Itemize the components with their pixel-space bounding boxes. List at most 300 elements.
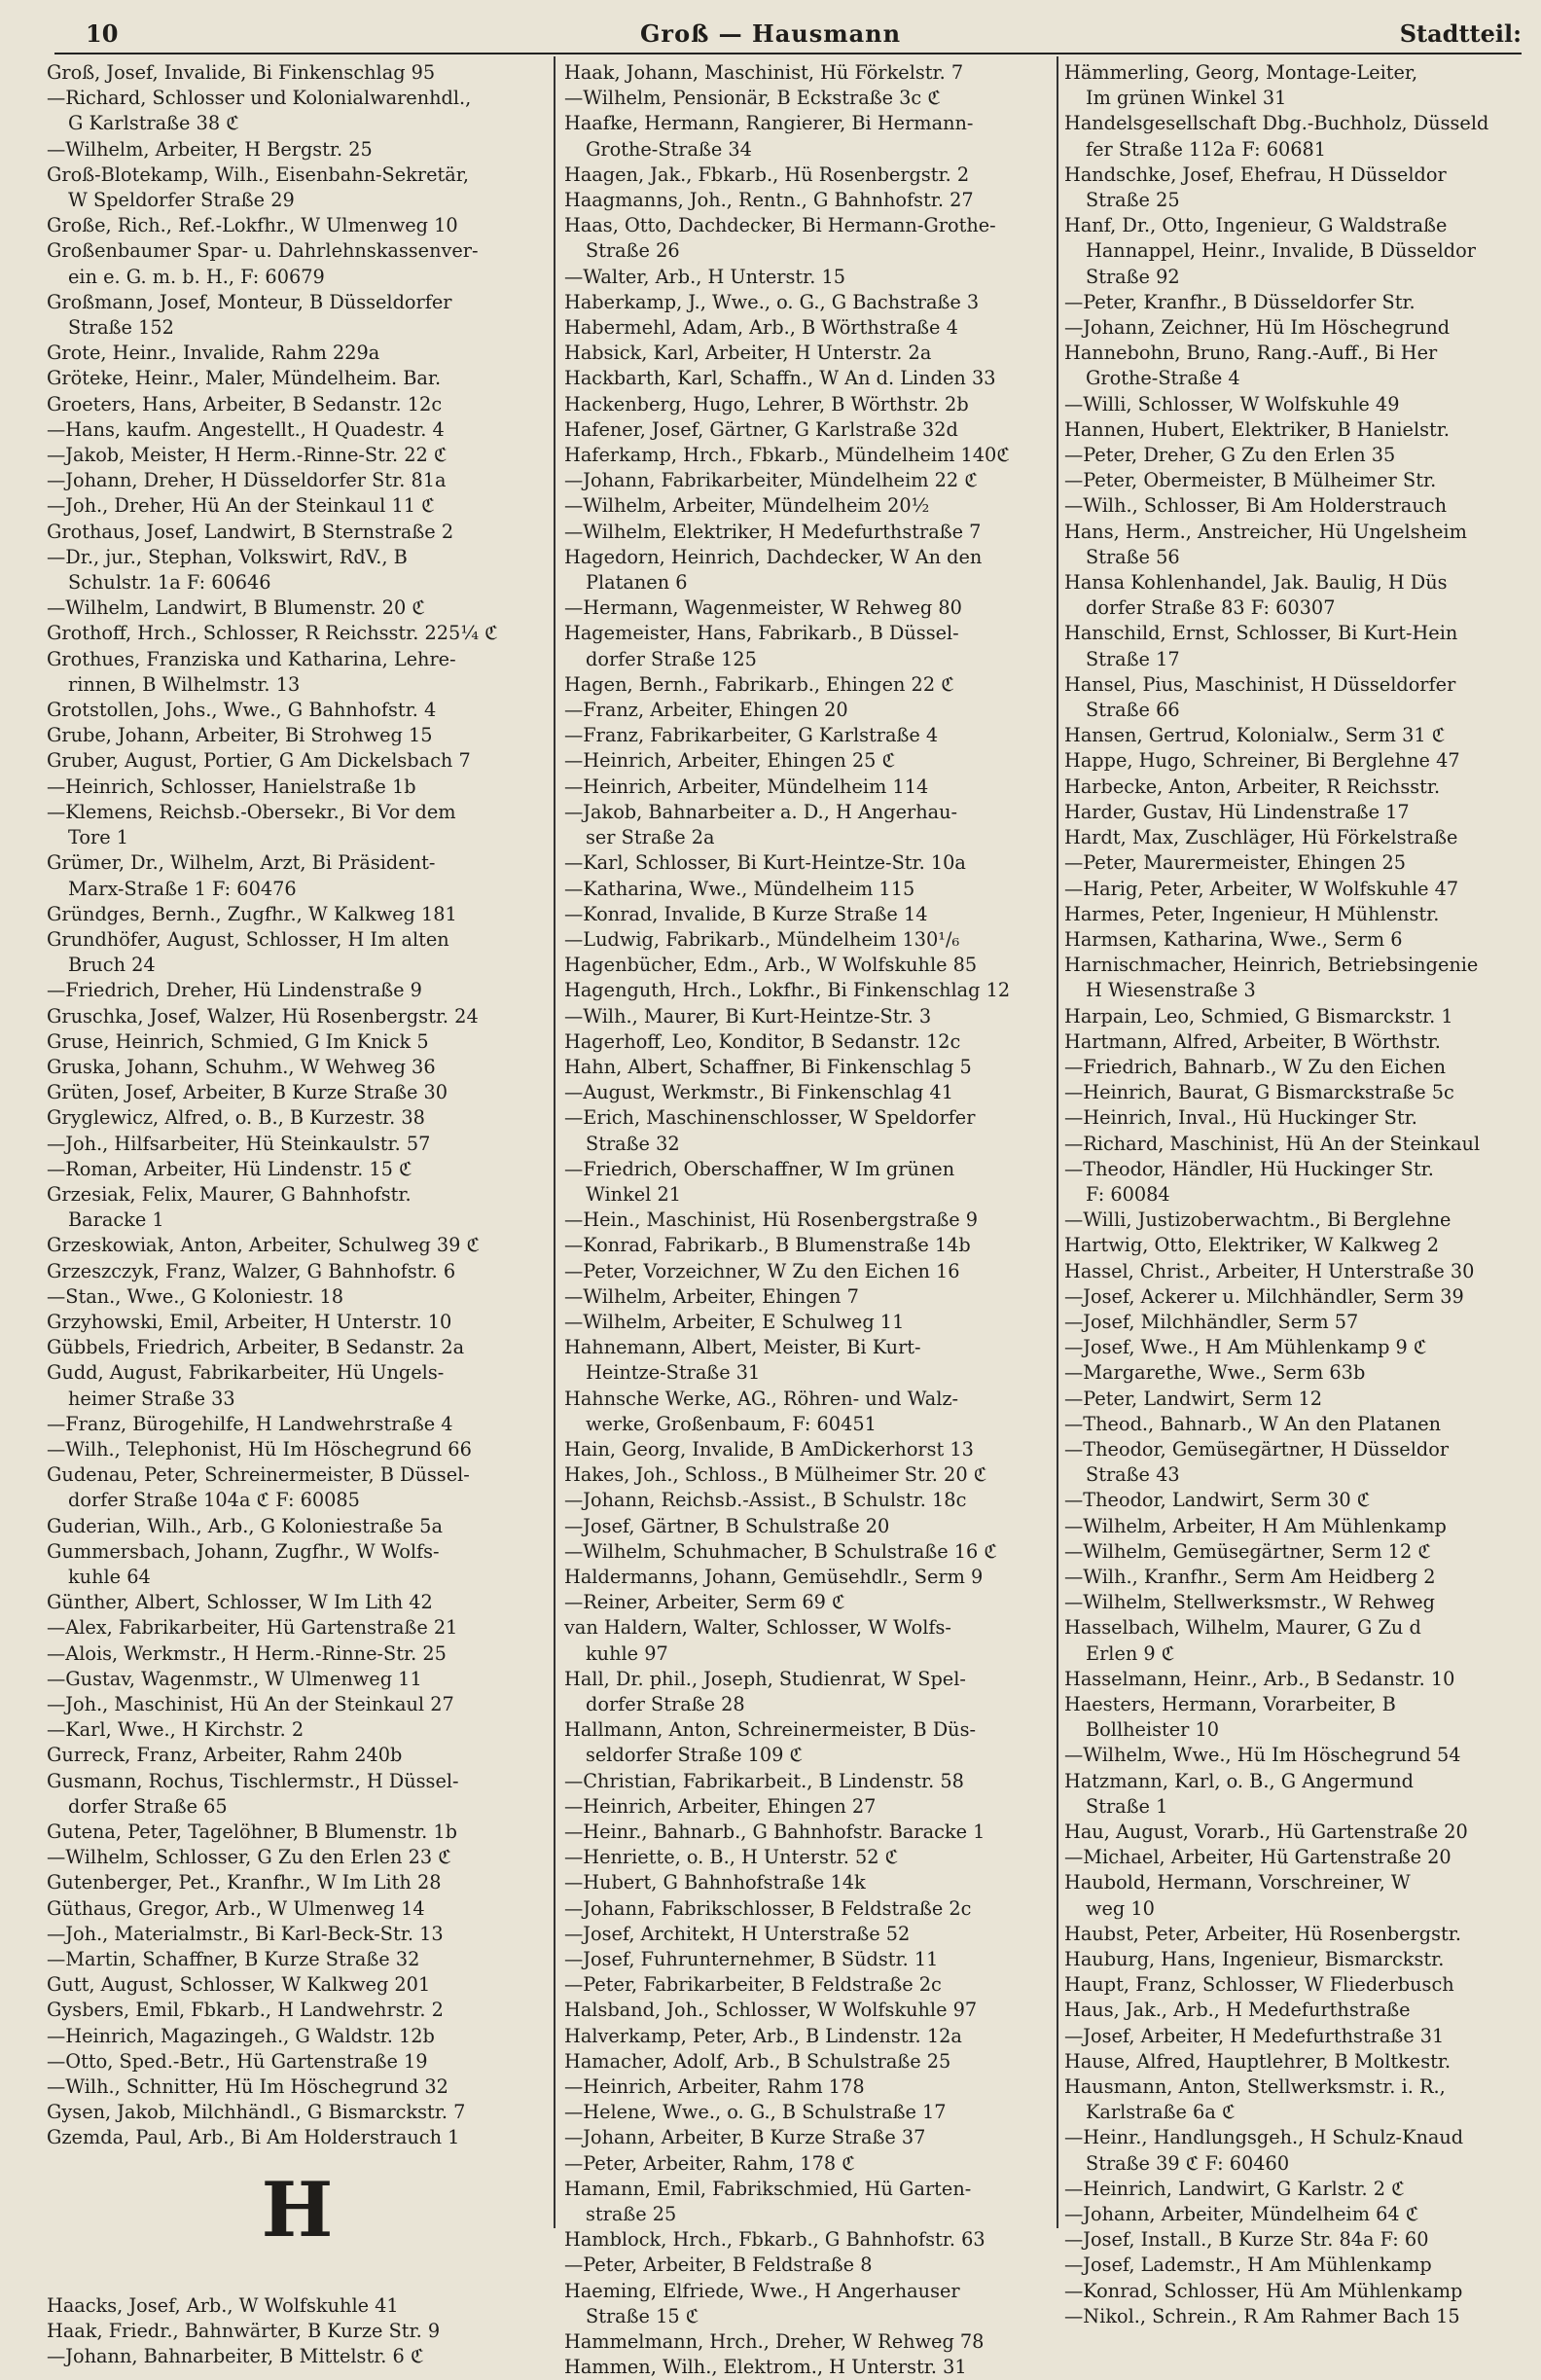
entry-line: Hans, Herm., Anstreicher, Hü Ungelsheim: [1064, 520, 1467, 543]
directory-entry: [1064, 213, 1541, 290]
entry-continuation-line: ein e. G. m. b. H., F: 60679: [68, 265, 325, 288]
entry-line: —Friedrich, Dreher, Hü Lindenstraße 9: [47, 979, 422, 1002]
entry-continuation-line: H Wiesenstraße 3: [1086, 979, 1256, 1002]
directory-entry: [47, 1004, 548, 1029]
directory-entry: [1064, 1539, 1541, 1565]
entry-line: Harmes, Peter, Ingenieur, H Mühlenstr.: [1064, 902, 1440, 925]
entry-continuation-line: dorfer Straße 83 F: 60307: [1086, 596, 1336, 620]
entry-line: Haferkamp, Hrch., Fbkarb., Mündelheim 140ℭ: [564, 444, 1010, 467]
directory-entry: [47, 60, 548, 86]
entry-line: —Richard, Schlosser und Kolonialwarenhdl.,: [47, 87, 472, 110]
directory-entry: [47, 775, 548, 800]
entry-line: Grothoff, Hrch., Schlosser, R Reichsstr. 225¼ ℭ: [47, 622, 498, 645]
directory-entry: [47, 238, 548, 289]
entry-line: Haupt, Franz, Schlosser, W Fliederbusch: [1064, 1973, 1454, 1997]
directory-entry: [47, 1259, 548, 1284]
directory-entry: [564, 800, 1053, 850]
entry-line: —Wilhelm, Arbeiter, Ehingen 7: [564, 1284, 859, 1308]
directory-entry: [1064, 825, 1541, 850]
entry-line: —Roman, Arbeiter, Hü Lindenstr. 15 ℭ: [47, 1157, 412, 1180]
entry-line: Harbecke, Anton, Arbeiter, R Reichsstr.: [1064, 775, 1441, 798]
entry-line: Gutenberger, Pet., Kranfhr., W Im Lith 28: [47, 1871, 442, 1894]
directory-entry: [1064, 443, 1541, 468]
directory-entry: [564, 1055, 1053, 1080]
directory-entry: [47, 1641, 548, 1667]
entry-line: Grzyhowski, Emil, Arbeiter, H Unterstr. 10: [47, 1310, 452, 1333]
entry-line: —Heinrich, Schlosser, Hanielstraße 1b: [47, 775, 416, 798]
entry-line: Hansel, Pius, Maschinist, H Düsseldorfer: [1064, 672, 1456, 696]
entry-line: Hau, August, Vorarb., Hü Gartenstraße 20: [1064, 1821, 1468, 1844]
directory-entry: [1064, 1922, 1541, 1947]
entry-line: Grzeskowiak, Anton, Arbeiter, Schulweg 39 ℭ: [47, 1234, 481, 1257]
entry-line: Groeters, Hans, Arbeiter, B Sedanstr. 12c: [47, 392, 443, 415]
directory-entry: [1064, 520, 1541, 570]
entry-line: —Wilhelm, Wwe., Hü Im Höschegrund 54: [1064, 1744, 1461, 1767]
entry-line: —Harig, Peter, Arbeiter, W Wolfskuhle 47: [1064, 877, 1459, 900]
entry-line: Günther, Albert, Schlosser, W Im Lith 42: [47, 1591, 433, 1614]
entry-line: —Josef, Wwe., H Am Mühlenkamp 9 ℭ: [1064, 1336, 1427, 1359]
directory-entry: [564, 1820, 1053, 1845]
entry-line: Hannebohn, Bruno, Rang.-Auff., Bi Her: [1064, 342, 1438, 365]
entry-line: —Friedrich, Bahnarb., W Zu den Eichen: [1064, 1055, 1447, 1078]
entry-continuation-line: werke, Großenbaum, F: 60451: [586, 1412, 877, 1435]
directory-entry: [47, 1539, 548, 1590]
entry-line: Gründges, Bernh., Zugfhr., W Kalkweg 181: [47, 902, 457, 925]
entry-line: Haus, Jak., Arb., H Medefurthstraße: [1064, 1999, 1411, 2022]
entry-line: —Heinrich, Inval., Hü Huckinger Str.: [1064, 1106, 1417, 1130]
entry-continuation-line: Straße 26: [586, 239, 680, 263]
entry-line: —Christian, Fabrikarbeit., B Lindenstr. 58: [564, 1769, 964, 1792]
directory-entry: [1064, 1769, 1541, 1820]
entry-line: —Wilhelm, Stellwerksmstr., W Rehweg: [1064, 1591, 1436, 1614]
entry-continuation-line: Heintze-Straße 31: [586, 1361, 761, 1385]
directory-entry: [1064, 1157, 1541, 1208]
entry-line: —Peter, Arbeiter, B Feldstraße 8: [564, 2254, 873, 2277]
entry-line: —Friedrich, Oberschaffner, W Im grünen: [564, 1157, 955, 1180]
entry-line: —Walter, Arb., H Unterstr. 15: [564, 265, 845, 288]
directory-entry: [564, 902, 1053, 927]
directory-entry: [564, 1896, 1053, 1922]
entry-line: —Jakob, Meister, H Herm.-Rinne-Str. 22 ℭ: [47, 444, 448, 467]
directory-entry: [1064, 1310, 1541, 1335]
entry-continuation-line: W Speldorfer Straße 29: [68, 189, 295, 212]
entry-line: —Gustav, Wagenmstr., W Ulmenweg 11: [47, 1667, 422, 1690]
entry-line: —Theod., Bahnarb., W An den Platanen: [1064, 1412, 1442, 1435]
entry-line: —Wilh., Kranfhr., Serm Am Heidberg 2: [1064, 1565, 1436, 1588]
entry-continuation-line: G Karlstraße 38 ℭ: [68, 112, 239, 135]
entry-line: Gryglewicz, Alfred, o. B., B Kurzestr. 38: [47, 1106, 425, 1130]
entry-line: Grotstollen, Johs., Wwe., G Bahnhofstr. 4: [47, 699, 437, 722]
directory-entry: [1064, 775, 1541, 800]
entry-line: —Wilh., Maurer, Bi Kurt-Heintze-Str. 3: [564, 1004, 932, 1028]
entry-line: Hakes, Joh., Schloss., B Mülheimer Str. 20 ℭ: [564, 1463, 987, 1487]
entry-line: —Josef, Lademstr., H Am Mühlenkamp: [1064, 2254, 1432, 2277]
directory-entry: [1064, 621, 1541, 671]
entry-line: Grube, Johann, Arbeiter, Bi Strohweg 15: [47, 724, 433, 747]
directory-entry: [1064, 493, 1541, 519]
directory-entry: [1064, 953, 1541, 1003]
entry-line: —Wilh., Schnitter, Hü Im Höschegrund 32: [47, 2075, 448, 2099]
entry-line: Grüten, Josef, Arbeiter, B Kurze Straße 30: [47, 1081, 448, 1104]
directory-entry: [1064, 1412, 1541, 1437]
directory-entry: [1064, 1360, 1541, 1386]
entry-line: —Hermann, Wagenmeister, W Rehweg 80: [564, 596, 962, 620]
entry-continuation-line: Winkel 21: [586, 1182, 681, 1206]
entry-line: —Heinrich, Baurat, G Bismarckstraße 5c: [1064, 1081, 1454, 1104]
directory-entry: [564, 1922, 1053, 1947]
entry-continuation-line: Baracke 1: [68, 1208, 164, 1232]
directory-entry: [564, 1998, 1053, 2023]
directory-entry: [564, 1794, 1053, 1820]
entry-line: —Peter, Kranfhr., B Düsseldorfer Str.: [1064, 290, 1416, 313]
entry-line: Gudenau, Peter, Schreinermeister, B Düssel-: [47, 1463, 470, 1487]
directory-entry: [564, 2024, 1053, 2049]
entry-line: Gusmann, Rochus, Tischlermstr., H Düssel-: [47, 1769, 459, 1792]
directory-entry: [564, 1667, 1053, 1717]
entry-line: —Richard, Maschinist, Hü An der Steinkaul: [1064, 1132, 1481, 1155]
directory-entry: [564, 1717, 1053, 1768]
directory-entry: [564, 1029, 1053, 1055]
directory-entry: [1064, 2202, 1541, 2227]
directory-entry: [564, 2125, 1053, 2150]
entry-line: —Josef, Ackerer u. Milchhändler, Serm 39: [1064, 1284, 1464, 1308]
directory-column-2: [564, 60, 1053, 2379]
directory-column-1: [47, 60, 548, 2368]
directory-entry: [564, 2177, 1053, 2227]
directory-entry: [564, 1615, 1053, 1666]
entry-line: —Josef, Arbeiter, H Medefurthstraße 31: [1064, 2024, 1445, 2047]
header-district-label: Stadtteil:: [1399, 19, 1522, 48]
entry-line: —Konrad, Fabrikarb., B Blumenstraße 14b: [564, 1234, 971, 1257]
entry-line: —Heinrich, Landwirt, G Karlstr. 2 ℭ: [1064, 2177, 1405, 2200]
directory-entry: [564, 1437, 1053, 1462]
entry-line: Haafke, Hermann, Rangierer, Bi Hermann-: [564, 112, 974, 135]
directory-entry: [564, 1157, 1053, 1208]
entry-line: Grundhöfer, August, Schlosser, H Im alten: [47, 927, 449, 951]
directory-entry: [564, 1845, 1053, 1870]
directory-entry: [47, 290, 548, 341]
entry-continuation-line: Straße 1: [1086, 1794, 1168, 1818]
entry-line: Gutt, August, Schlosser, W Kalkweg 201: [47, 1973, 431, 1997]
entry-line: Hackenberg, Hugo, Lehrer, B Wörthstr. 2b: [564, 392, 969, 415]
directory-entry: [47, 1615, 548, 1641]
directory-entry: [564, 2151, 1053, 2177]
directory-entry: [47, 1972, 548, 1998]
entry-line: Hämmerling, Georg, Montage-Leiter,: [1064, 61, 1418, 84]
entry-continuation-line: ser Straße 2a: [586, 826, 715, 849]
entry-line: —Heinrich, Arbeiter, Rahm 178: [564, 2075, 865, 2099]
entry-line: Habsick, Karl, Arbeiter, H Unterstr. 2a: [564, 342, 932, 365]
entry-continuation-line: Im grünen Winkel 31: [1086, 87, 1287, 110]
directory-entry: [1064, 1514, 1541, 1539]
directory-entry: [1064, 902, 1541, 927]
entry-line: —Otto, Sped.-Betr., Hü Gartenstraße 19: [47, 2049, 428, 2073]
directory-entry: [1064, 723, 1541, 748]
entry-line: Haeming, Elfriede, Wwe., H Angerhauser: [564, 2279, 960, 2302]
entry-line: —Theodor, Landwirt, Serm 30 ℭ: [1064, 1489, 1371, 1512]
entry-line: Hauburg, Hans, Ingenieur, Bismarckstr.: [1064, 1948, 1445, 1971]
entry-line: Gzemda, Paul, Arb., Bi Am Holderstrauch 1: [47, 2126, 460, 2149]
directory-entry: [1064, 672, 1541, 723]
entry-line: Haagen, Jak., Fbkarb., Hü Rosenbergstr. 2: [564, 162, 970, 186]
entry-line: —Heinr., Bahnarb., G Bahnhofstr. Baracke 1: [564, 1821, 986, 1844]
entry-line: —Johann, Zeichner, Hü Im Höschegrund: [1064, 316, 1451, 340]
directory-entry: [1064, 1590, 1541, 1615]
directory-entry: [1064, 1004, 1541, 1029]
directory-entry: [1064, 2253, 1541, 2278]
directory-entry: [564, 877, 1053, 902]
entry-line: Hahnemann, Albert, Meister, Bi Kurt-: [564, 1336, 921, 1359]
entry-continuation-line: Karlstraße 6a ℭ: [1086, 2101, 1236, 2124]
entry-line: Hatzmann, Karl, o. B., G Angermund: [1064, 1769, 1415, 1792]
entry-continuation-line: dorfer Straße 104a ℭ F: 60085: [68, 1489, 360, 1512]
directory-entry: [47, 1922, 548, 1947]
directory-entry: [1064, 2125, 1541, 2176]
entry-line: —Heinr., Handlungsgeh., H Schulz-Knaud: [1064, 2126, 1464, 2149]
page-number: 10: [86, 19, 119, 48]
entry-line: —Karl, Schlosser, Bi Kurt-Heintze-Str. 10a: [564, 851, 966, 875]
entry-line: Haacks, Josef, Arb., W Wolfskuhle 41: [47, 2293, 399, 2317]
entry-line: —Franz, Fabrikarbeiter, G Karlstraße 4: [564, 724, 939, 747]
entry-line: —Wilhelm, Landwirt, B Blumenstr. 20 ℭ: [47, 596, 425, 620]
column-divider: [554, 56, 555, 2228]
entry-line: Handschke, Josef, Ehefrau, H Düsseldor: [1064, 162, 1447, 186]
entry-line: Hansa Kohlenhandel, Jak. Baulig, H Düs: [1064, 571, 1448, 595]
entry-line: —Wilhelm, Arbeiter, H Am Mühlenkamp: [1064, 1514, 1447, 1537]
directory-entry: [564, 2100, 1053, 2125]
directory-entry: [1064, 392, 1541, 417]
directory-entry: [564, 953, 1053, 978]
entry-continuation-line: Straße 32: [586, 1132, 680, 1155]
entry-line: Hannen, Hubert, Elektriker, B Hanielstr.: [1064, 417, 1450, 441]
entry-line: Großmann, Josef, Monteur, B Düsseldorfer: [47, 290, 452, 313]
entry-line: Haak, Friedr., Bahnwärter, B Kurze Str. 9: [47, 2319, 441, 2342]
entry-line: Hassel, Christ., Arbeiter, H Unterstraße 30: [1064, 1259, 1475, 1282]
directory-entry: [564, 850, 1053, 876]
entry-line: —Heinrich, Arbeiter, Ehingen 25 ℭ: [564, 749, 896, 773]
directory-entry: [47, 2344, 548, 2369]
directory-entry: [47, 1462, 548, 1513]
directory-entry: [1064, 2074, 1541, 2125]
entry-line: Harnischmacher, Heinrich, Betriebsingenie: [1064, 954, 1479, 977]
entry-line: Harder, Gustav, Hü Lindenstraße 17: [1064, 800, 1410, 823]
entry-line: —Konrad, Schlosser, Hü Am Mühlenkamp: [1064, 2279, 1463, 2302]
directory-entry: [564, 2329, 1053, 2355]
directory-entry: [47, 647, 548, 698]
directory-entry: [47, 468, 548, 493]
directory-entry: [47, 723, 548, 748]
directory-entry: [564, 1259, 1053, 1284]
directory-entry: [564, 1514, 1053, 1539]
entry-line: —Wilhelm, Schuhmacher, B Schulstraße 16 ℭ: [564, 1539, 997, 1563]
directory-entry: [1064, 290, 1541, 315]
directory-entry: [1064, 1132, 1541, 1157]
directory-entry: [1064, 1870, 1541, 1921]
directory-entry: [1064, 1947, 1541, 1972]
entry-line: —Joh., Materialmstr., Bi Karl-Beck-Str. 13: [47, 1922, 444, 1945]
entry-line: Hallmann, Anton, Schreinermeister, B Düs-: [564, 1718, 977, 1742]
entry-line: Hanschild, Ernst, Schlosser, Bi Kurt-Hein: [1064, 622, 1458, 645]
directory-entry: [564, 2049, 1053, 2074]
directory-entry: [1064, 1029, 1541, 1055]
entry-line: Hahnsche Werke, AG., Röhren- und Walz-: [564, 1387, 959, 1410]
directory-entry: [564, 1387, 1053, 1437]
directory-entry: [564, 1080, 1053, 1105]
entry-line: Haagmanns, Joh., Rentn., G Bahnhofstr. 27: [564, 189, 974, 212]
entry-line: —Konrad, Invalide, B Kurze Straße 14: [564, 902, 928, 925]
entry-continuation-line: Bollheister 10: [1086, 1718, 1220, 1742]
entry-line: Haldermanns, Johann, Gemüsehdlr., Serm 9: [564, 1565, 984, 1588]
directory-entry: [564, 1565, 1053, 1590]
directory-entry: [1064, 111, 1541, 162]
directory-entry: [564, 978, 1053, 1003]
directory-entry: [564, 545, 1053, 595]
directory-entry: [47, 1335, 548, 1360]
entry-line: —Willi, Schlosser, W Wolfskuhle 49: [1064, 392, 1400, 415]
entry-line: —Peter, Vorzeichner, W Zu den Eichen 16: [564, 1259, 960, 1282]
directory-entry: [564, 1870, 1053, 1895]
entry-line: Gübbels, Friedrich, Arbeiter, B Sedanstr. 2a: [47, 1336, 465, 1359]
directory-entry: [47, 698, 548, 723]
entry-line: Hasselmann, Heinr., Arb., B Sedanstr. 10: [1064, 1667, 1455, 1690]
entry-line: Grzeszczyk, Franz, Walzer, G Bahnhofstr. 6: [47, 1259, 456, 1282]
entry-continuation-line: Straße 39 ℭ F: 60460: [1086, 2151, 1290, 2175]
directory-entry: [564, 60, 1053, 86]
entry-line: Gysen, Jakob, Milchhändl., G Bismarckstr. 7: [47, 2101, 466, 2124]
entry-continuation-line: rinnen, B Wilhelmstr. 13: [68, 672, 301, 696]
directory-entry: [1064, 2279, 1541, 2304]
directory-entry: [47, 1947, 548, 1972]
page-title: Groß — Hausmann: [639, 19, 902, 48]
entry-continuation-line: Straße 152: [68, 316, 174, 340]
entry-line: —Theodor, Händler, Hü Huckinger Str.: [1064, 1157, 1434, 1180]
column-divider: [1057, 56, 1058, 2228]
directory-entry: [47, 1080, 548, 1105]
directory-entry: [47, 341, 548, 366]
directory-entry: [47, 417, 548, 443]
entry-continuation-line: kuhle 64: [68, 1565, 151, 1588]
directory-entry: [1064, 1208, 1541, 1233]
directory-entry: [47, 595, 548, 621]
directory-entry: [564, 1947, 1053, 1972]
entry-line: —Stan., Wwe., G Koloniestr. 18: [47, 1284, 343, 1308]
directory-entry: [1064, 1998, 1541, 2023]
entry-line: —Wilhelm, Arbeiter, E Schulweg 11: [564, 1310, 905, 1333]
entry-line: —Josef, Gärtner, B Schulstraße 20: [564, 1514, 890, 1537]
entry-line: Großenbaumer Spar- u. Dahrlehnskassenver-: [47, 239, 479, 263]
directory-entry: [564, 1105, 1053, 1156]
entry-line: —Hubert, G Bahnhofstraße 14k: [564, 1871, 866, 1894]
entry-line: —Joh., Hilfsarbeiter, Hü Steinkaulstr. 57: [47, 1132, 431, 1155]
entry-line: —Johann, Arbeiter, Mündelheim 64 ℭ: [1064, 2203, 1419, 2226]
directory-entry: [47, 1845, 548, 1870]
entry-line: —Wilhelm, Arbeiter, H Bergstr. 25: [47, 137, 373, 161]
directory-entry: [564, 2227, 1053, 2253]
directory-entry: [1064, 1105, 1541, 1131]
directory-entry: [1064, 1259, 1541, 1284]
directory-entry: [564, 86, 1053, 111]
directory-entry: [47, 1667, 548, 1692]
directory-entry: [564, 723, 1053, 748]
entry-line: Hagenguth, Hrch., Lokfhr., Bi Finkenschlag 12: [564, 979, 1011, 1002]
entry-line: Gummersbach, Johann, Zugfhr., W Wolfs-: [47, 1539, 440, 1563]
entry-line: Haas, Otto, Dachdecker, Bi Hermann-Grothe-: [564, 214, 996, 237]
directory-entry: [1064, 927, 1541, 953]
entry-line: Gudd, August, Fabrikarbeiter, Hü Ungels-: [47, 1361, 445, 1385]
directory-entry: [1064, 1233, 1541, 1258]
entry-line: Grümer, Dr., Wilhelm, Arzt, Bi Präsident-: [47, 851, 436, 875]
directory-entry: [564, 366, 1053, 391]
entry-continuation-line: Hannappel, Heinr., Invalide, B Düsseldor: [1086, 239, 1476, 263]
directory-entry: [47, 520, 548, 545]
directory-entry: [47, 366, 548, 391]
directory-entry: [47, 1743, 548, 1768]
entry-continuation-line: Schulstr. 1a F: 60646: [68, 571, 271, 595]
entry-continuation-line: Straße 66: [1086, 699, 1180, 722]
entry-line: —August, Werkmstr., Bi Finkenschlag 41: [564, 1081, 953, 1104]
entry-line: —Martin, Schaffner, B Kurze Straße 32: [47, 1948, 420, 1971]
directory-entry: [1064, 2304, 1541, 2329]
directory-entry: [47, 927, 548, 978]
directory-entry: [1064, 60, 1541, 111]
entry-continuation-line: Straße 92: [1086, 265, 1180, 288]
entry-line: —Josef, Architekt, H Unterstraße 52: [564, 1922, 911, 1945]
entry-continuation-line: fer Straße 112a F: 60681: [1086, 137, 1327, 161]
directory-entry: [47, 1055, 548, 1080]
entry-line: —Peter, Dreher, G Zu den Erlen 35: [1064, 444, 1396, 467]
directory-entry: [564, 1208, 1053, 1233]
section-letter: H: [261, 2165, 334, 2254]
entry-line: —Wilhelm, Pensionär, B Eckstraße 3c ℭ: [564, 87, 941, 110]
directory-entry: [1064, 570, 1541, 621]
entry-line: —Erich, Maschinenschlosser, W Speldorfer: [564, 1106, 976, 1130]
entry-line: Gruber, August, Portier, G Am Dickelsbach 7: [47, 749, 471, 773]
entry-line: —Margarethe, Wwe., Serm 63b: [1064, 1361, 1366, 1385]
entry-line: Harpain, Leo, Schmied, G Bismarckstr. 1: [1064, 1004, 1453, 1028]
directory-entry: [1064, 1615, 1541, 1666]
entry-line: —Wilhelm, Arbeiter, Mündelheim 20½: [564, 494, 930, 518]
directory-entry: [564, 111, 1053, 162]
entry-line: Hagenbücher, Edm., Arb., W Wolfskuhle 85: [564, 954, 978, 977]
directory-entry: [1064, 748, 1541, 774]
entry-line: —Heinrich, Magazingeh., G Waldstr. 12b: [47, 2024, 435, 2047]
entry-line: —Wilhelm, Schlosser, G Zu den Erlen 23 ℭ: [47, 1846, 451, 1869]
directory-entry: [47, 1132, 548, 1157]
entry-line: Hafener, Josef, Gärtner, G Karlstraße 32d: [564, 417, 958, 441]
entry-line: —Klemens, Reichsb.-Obersekr., Bi Vor dem: [47, 800, 456, 823]
directory-entry: [1064, 315, 1541, 341]
entry-line: —Alois, Werkmstr., H Herm.-Rinne-Str. 25: [47, 1641, 447, 1665]
directory-entry: [1064, 1080, 1541, 1105]
entry-line: —Ludwig, Fabrikarb., Mündelheim 130¹/₆: [564, 927, 960, 951]
directory-entry: [1064, 2177, 1541, 2202]
entry-line: Groß, Josef, Invalide, Bi Finkenschlag 95: [47, 61, 436, 84]
directory-entry: [47, 137, 548, 162]
directory-entry: [1064, 1055, 1541, 1080]
directory-entry: [564, 1590, 1053, 1615]
entry-line: Haberkamp, J., Wwe., o. G., G Bachstraße 3: [564, 290, 980, 313]
directory-entry: [1064, 1820, 1541, 1845]
entry-line: Große, Rich., Ref.-Lokfhr., W Ulmenweg 10: [47, 214, 458, 237]
entry-line: Grzesiak, Felix, Maurer, G Bahnhofstr.: [47, 1182, 412, 1206]
entry-line: Haak, Johann, Maschinist, Hü Förkelstr. 7: [564, 61, 964, 84]
entry-line: van Haldern, Walter, Schlosser, W Wolfs-: [564, 1616, 951, 1640]
directory-entry: [564, 1284, 1053, 1310]
directory-entry: [1064, 877, 1541, 902]
page-header: [0, 0, 1541, 58]
entry-continuation-line: heimer Straße 33: [68, 1387, 235, 1410]
entry-line: Hause, Alfred, Hauptlehrer, B Moltkestr.: [1064, 2049, 1451, 2073]
